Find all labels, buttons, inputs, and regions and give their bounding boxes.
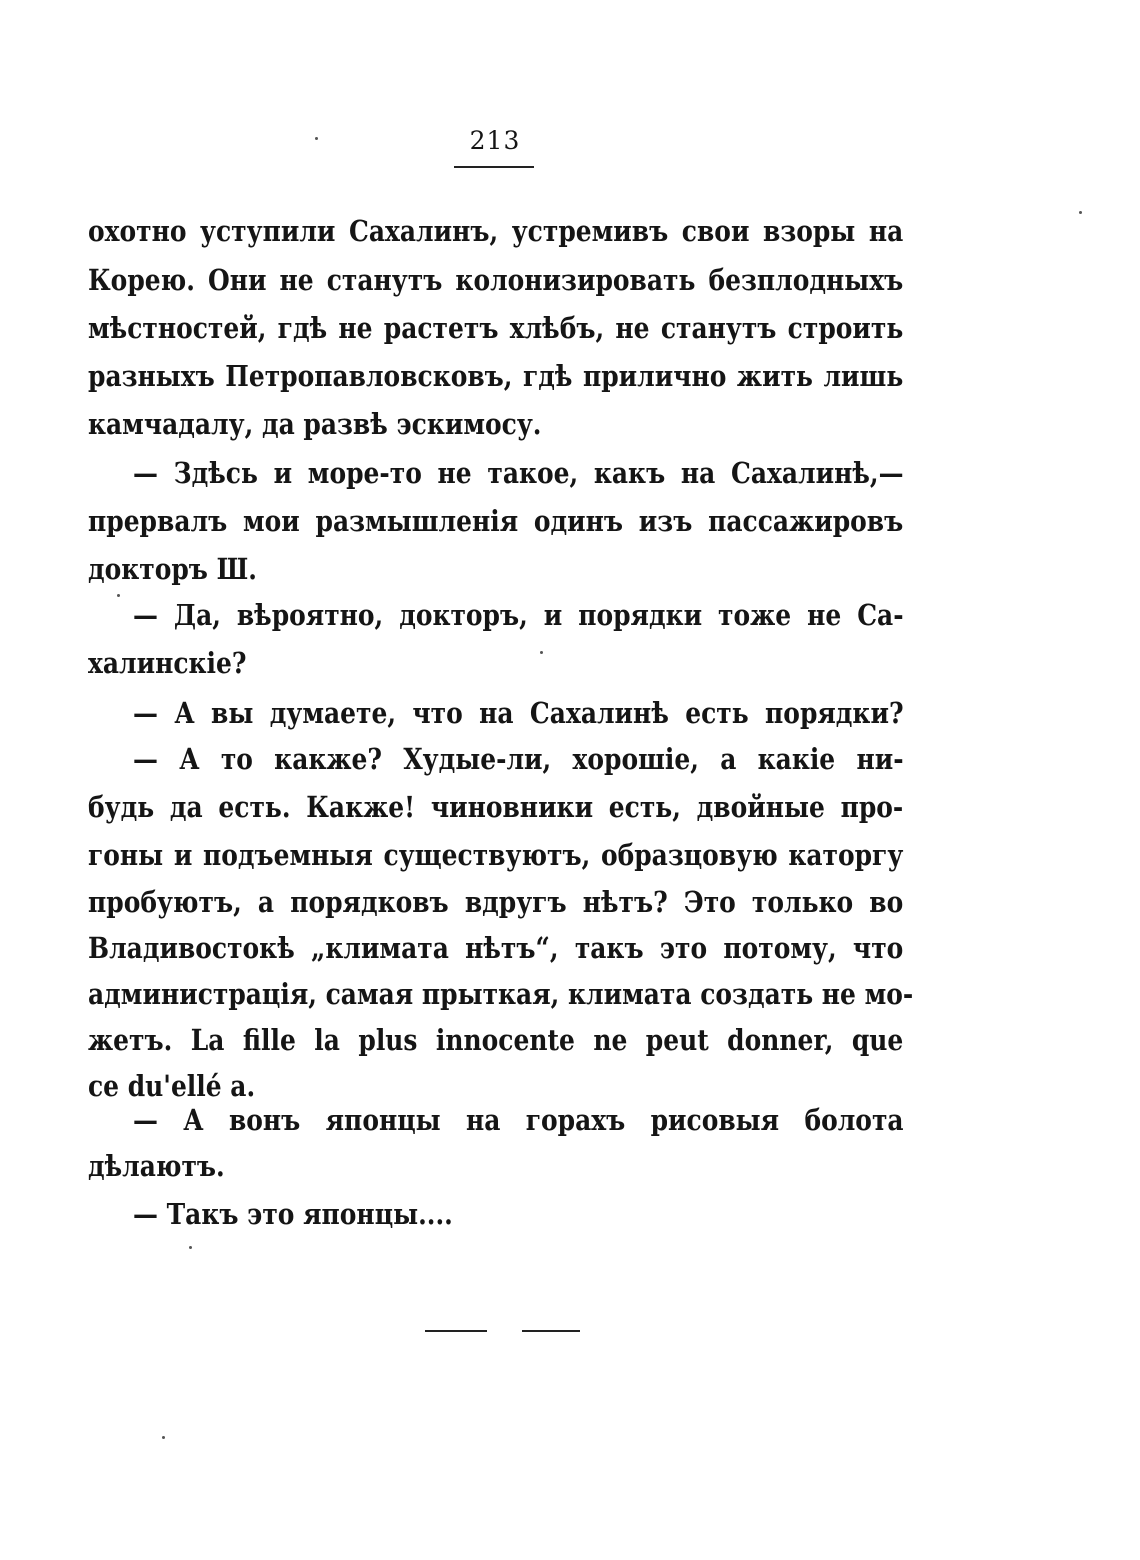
page-number: 213: [469, 126, 521, 155]
text-line: — А то какже? Худые-ли, хорошіе, а какіе ни-: [133, 742, 904, 776]
end-rule-right: [522, 1330, 580, 1332]
text-line: жетъ. La fille la plus innocente ne peut donner, que: [88, 1023, 904, 1057]
text-line: охотно уступили Сахалинъ, устремивъ свои взоры на: [88, 214, 904, 248]
paper-speck: [540, 651, 543, 654]
text-line: гоны и подъемныя существуютъ, образцовую каторгу: [88, 838, 904, 872]
paper-speck: [315, 137, 318, 140]
text-line: мѣстностей, гдѣ не растетъ хлѣбъ, не станутъ строить: [88, 311, 904, 345]
text-line: ce du'ellé a.: [88, 1069, 256, 1103]
paper-speck: [1079, 211, 1082, 214]
text-line: камчадалу, да развѣ эскимосу.: [88, 407, 542, 441]
text-line: докторъ Ш.: [88, 552, 257, 586]
page-number-rule: [454, 166, 534, 168]
text-line: администрація, самая прыткая, климата создать не мо-: [88, 977, 914, 1011]
text-line: — А вы думаете, что на Сахалинѣ есть порядки?: [133, 696, 904, 730]
text-line: разныхъ Петропавловсковъ, гдѣ прилично жить лишь: [88, 359, 904, 393]
text-line: прервалъ мои размышленія одинъ изъ пассажировъ: [88, 504, 904, 538]
paper-speck: [189, 1246, 192, 1249]
text-line: Владивостокѣ „климата нѣтъ“, такъ это потому, что: [88, 931, 904, 965]
text-line: дѣлаютъ.: [88, 1149, 225, 1183]
text-line: — Да, вѣроятно, докторъ, и порядки тоже не Са-: [133, 598, 904, 632]
text-line: халинскіе?: [88, 646, 247, 680]
text-line: — А вонъ японцы на горахъ рисовыя болота: [133, 1103, 904, 1137]
text-line: Корею. Они не станутъ колонизировать безплодныхъ: [88, 263, 904, 297]
text-line: пробуютъ, а порядковъ вдругъ нѣтъ? Это только во: [88, 885, 904, 919]
text-line: будь да есть. Какже! чиновники есть, двойные про-: [88, 790, 904, 824]
text-line: — Такъ это японцы....: [133, 1197, 453, 1231]
end-rule-left: [425, 1330, 487, 1332]
paper-speck: [117, 594, 120, 597]
paper-speck: [162, 1436, 165, 1439]
text-line: — Здѣсь и море-то не такое, какъ на Сахалинѣ,—: [133, 456, 904, 490]
